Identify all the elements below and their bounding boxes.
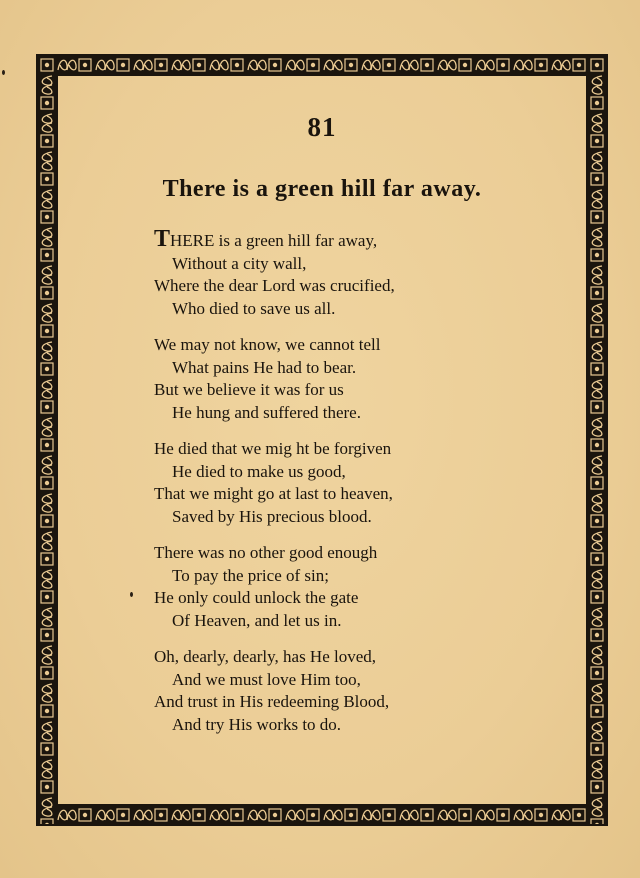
poem-line-text: Oh, dearly, dearly, has He loved, xyxy=(154,647,377,666)
poem-line-text: And try His works to do. xyxy=(172,714,342,734)
poem-line xyxy=(154,506,554,529)
poem-line xyxy=(154,334,554,357)
poem-line xyxy=(154,275,554,298)
stanza xyxy=(154,334,554,424)
poem-line xyxy=(154,483,554,506)
stanza xyxy=(154,438,554,528)
poem-line xyxy=(154,226,554,253)
poem-line-text: He died to make us good, xyxy=(172,461,346,481)
poem-line-text: Of Heaven, and let us in. xyxy=(172,610,342,630)
poem-line-text: That we might go at last to heaven, xyxy=(154,484,393,503)
border-band-right xyxy=(588,56,606,824)
poem-line-text: Who died to save us all. xyxy=(172,298,336,318)
poem-line-text: He only could unlock the gate xyxy=(154,588,359,607)
poem-line-text: Without a city wall, xyxy=(172,253,307,273)
poem-line xyxy=(154,565,554,588)
hymn-title: There is a green hill far away. xyxy=(162,176,482,202)
poem-line xyxy=(154,461,554,484)
poem-line xyxy=(154,379,554,402)
poem-line-text: He hung and suffered there. xyxy=(172,402,361,422)
stanza xyxy=(154,226,554,320)
poem-line xyxy=(154,714,554,737)
poem-line-text: And trust in His redeeming Blood, xyxy=(154,692,390,711)
poem-line-text: To pay the price of sin; xyxy=(172,565,329,585)
border-band-left xyxy=(38,56,56,824)
poem-line xyxy=(154,357,554,380)
poem-line xyxy=(154,438,554,461)
poem-line xyxy=(154,646,554,669)
page-content xyxy=(56,74,588,806)
paper-speck xyxy=(2,70,5,75)
poem-line xyxy=(154,610,554,633)
stanza xyxy=(154,646,554,736)
poem-line-text: What pains He had to bear. xyxy=(172,357,357,377)
poem-line-text: Where the dear Lord was crucified, xyxy=(154,276,395,295)
poem-line xyxy=(154,402,554,425)
poem-line-text: We may not know, we cannot tell xyxy=(154,335,381,354)
poem-line xyxy=(154,669,554,692)
stanza xyxy=(154,542,554,632)
poem-line-text: There was no other good enough xyxy=(154,543,378,562)
poem-line-text: He died that we mig ht be forgiven xyxy=(154,439,392,458)
poem-line-text: And we must love Him too, xyxy=(172,669,361,689)
poem-line-text: But we believe it was for us xyxy=(154,380,344,399)
page-number: 81 xyxy=(307,112,337,142)
poem-line-text: HERE is a green hill far away, xyxy=(170,231,378,250)
poem-line xyxy=(154,691,554,714)
border-band-bottom xyxy=(38,806,606,824)
poem-body xyxy=(154,226,554,750)
poem-line xyxy=(154,542,554,565)
poem-line xyxy=(154,253,554,276)
drop-cap: T xyxy=(154,226,171,252)
border-band-top xyxy=(38,56,606,74)
poem-line-text: Saved by His precious blood. xyxy=(172,506,372,526)
poem-line xyxy=(154,587,554,610)
poem-line xyxy=(154,298,554,321)
